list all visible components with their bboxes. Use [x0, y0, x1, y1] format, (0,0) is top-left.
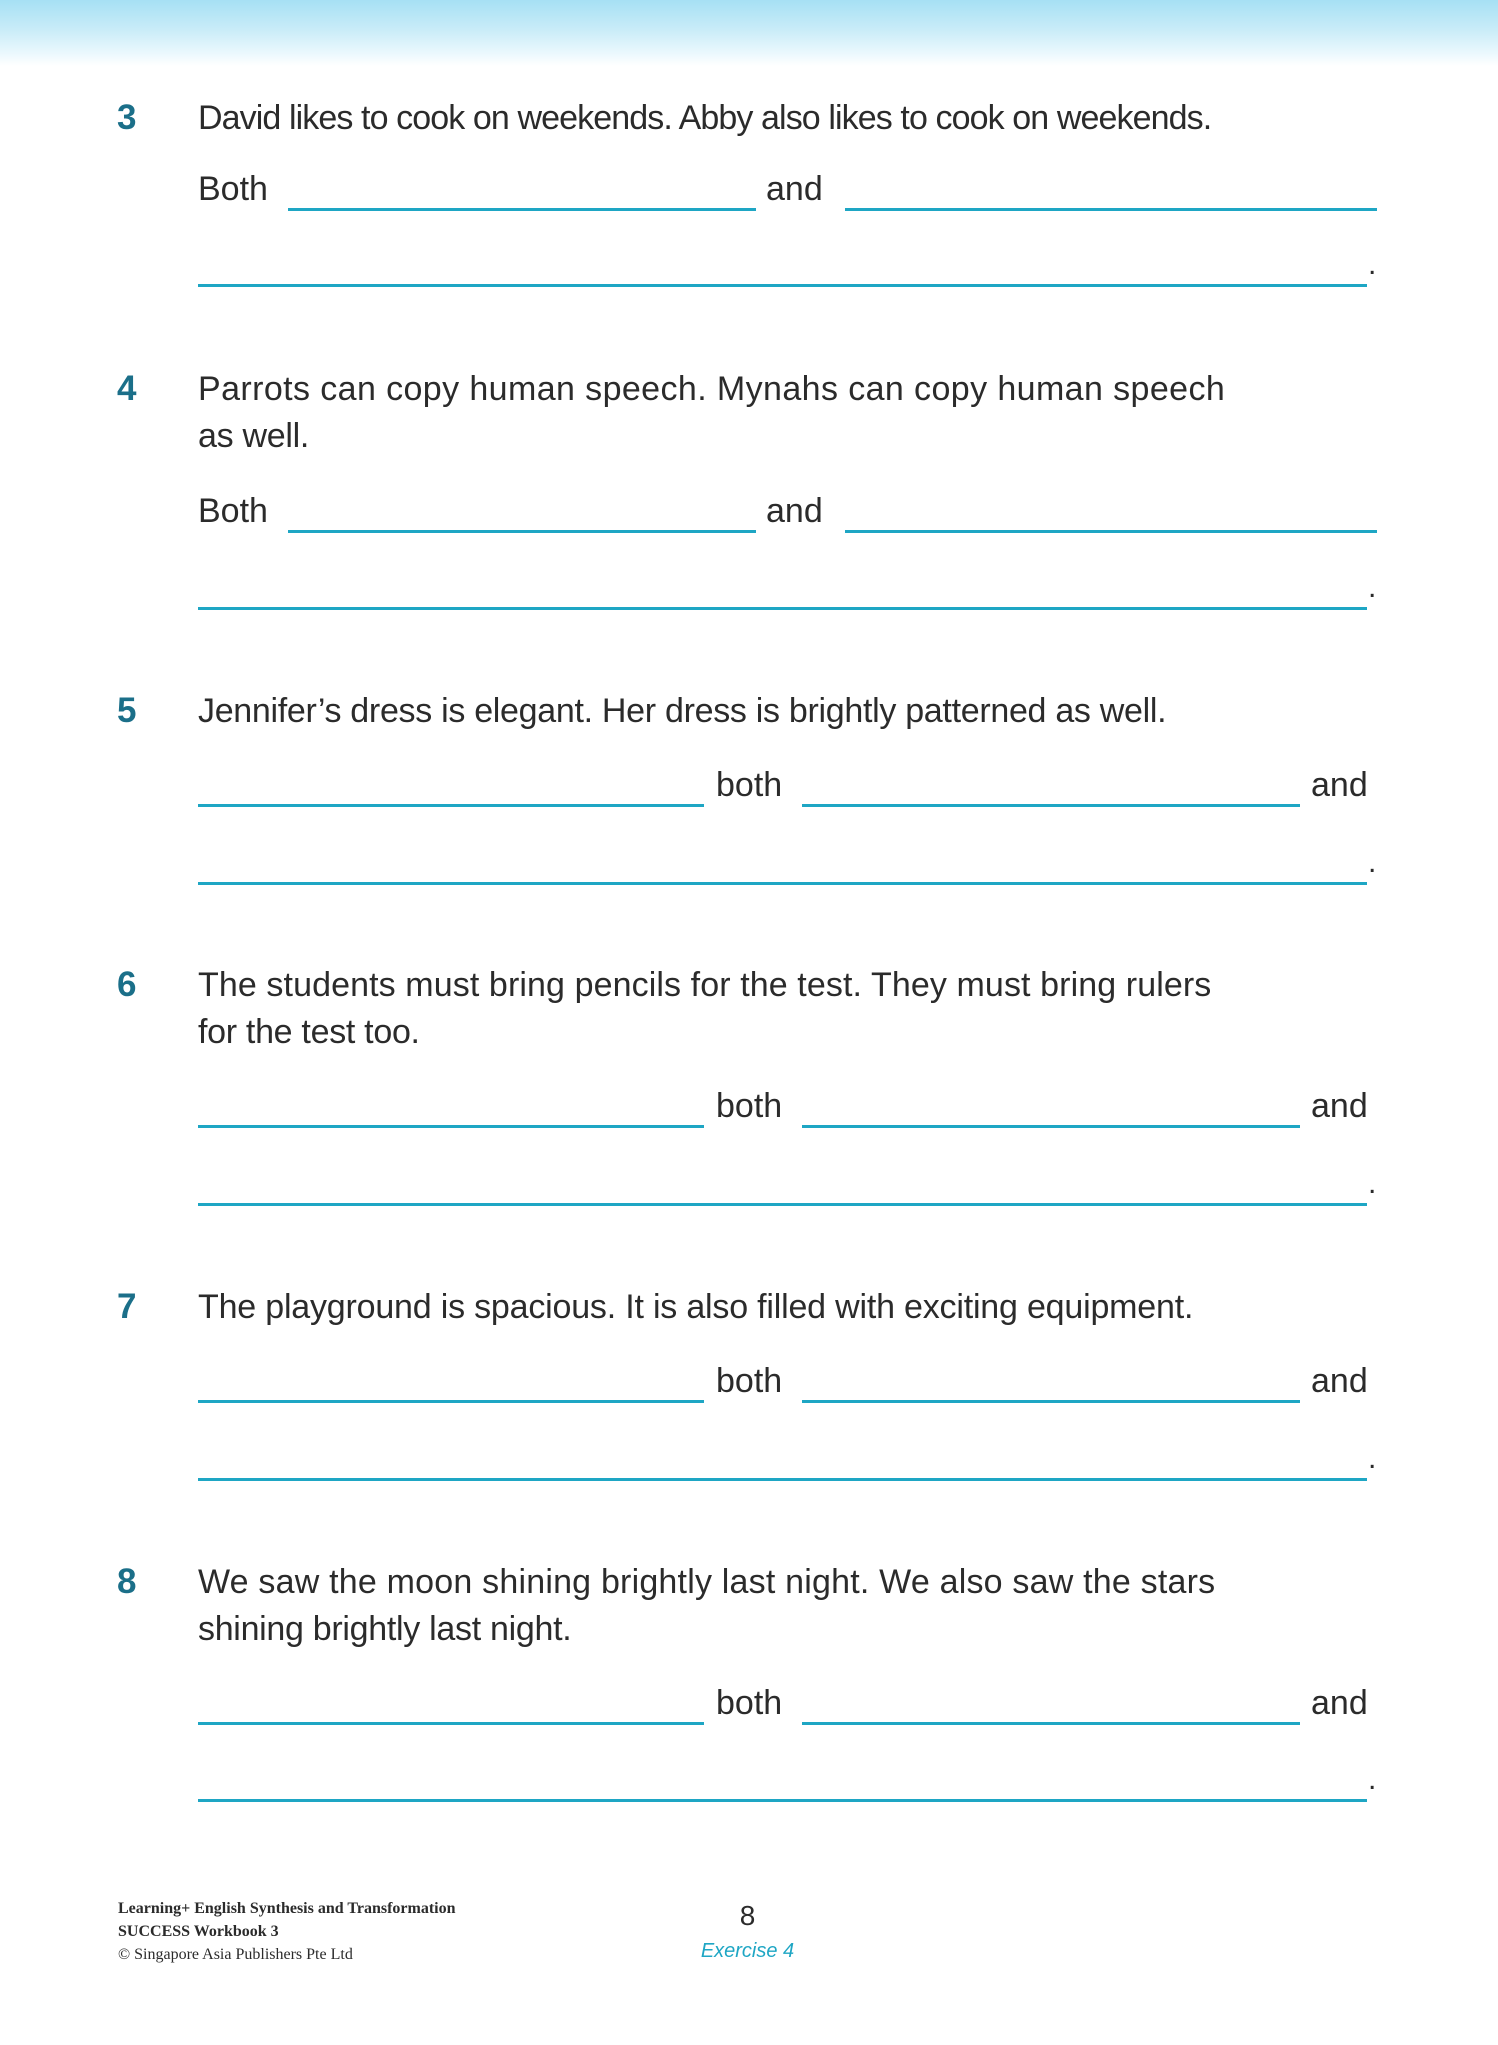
answer-blank[interactable]: [198, 882, 1367, 885]
answer-blank[interactable]: [198, 1203, 1367, 1206]
answer-blank[interactable]: [845, 530, 1377, 533]
question-number: 4: [117, 369, 137, 408]
and-label: and: [1311, 1087, 1368, 1125]
answer-blank[interactable]: [288, 530, 756, 533]
answer-row-4b: [0, 565, 1498, 611]
both-label: Both: [198, 492, 268, 530]
answer-blank[interactable]: [802, 1400, 1300, 1403]
question-text-line2: for the test too.: [198, 1013, 420, 1051]
answer-row-8b: [0, 1757, 1498, 1803]
answer-blank[interactable]: [288, 208, 756, 211]
question-number: 7: [117, 1287, 137, 1326]
period: .: [1368, 1442, 1377, 1475]
answer-blank[interactable]: [802, 1125, 1300, 1128]
question-text-line1: Parrots can copy human speech. Mynahs can copy human speech: [198, 370, 1226, 408]
period: .: [1368, 1167, 1377, 1200]
answer-blank[interactable]: [198, 1400, 704, 1403]
question-text-line2: shining brightly last night.: [198, 1610, 572, 1648]
answer-row-6b: [0, 1161, 1498, 1207]
answer-blank[interactable]: [802, 1722, 1300, 1725]
and-label: and: [1311, 766, 1368, 804]
answer-blank[interactable]: [198, 1478, 1367, 1481]
period: .: [1368, 1763, 1377, 1796]
footer-credits: [118, 1897, 456, 1966]
answer-blank[interactable]: [198, 1799, 1367, 1802]
copyright: © Singapore Asia Publishers Pte Ltd: [118, 1946, 353, 1963]
question-text: Jennifer’s dress is elegant. Her dress is brightly patterned as well.: [198, 692, 1167, 730]
answer-blank[interactable]: [198, 284, 1367, 287]
question-text: David likes to cook on weekends. Abby also likes to cook on weekends.: [198, 99, 1212, 137]
answer-blank[interactable]: [845, 208, 1377, 211]
question-text-line2: as well.: [198, 417, 309, 455]
header-gradient-band: [0, 0, 1498, 66]
answer-blank[interactable]: [198, 1722, 704, 1725]
answer-row-4a: [0, 488, 1498, 534]
answer-blank[interactable]: [198, 607, 1367, 610]
question-text: The playground is spacious. It is also filled with exciting equipment.: [198, 1288, 1194, 1326]
workbook-name: SUCCESS Workbook 3: [118, 1923, 279, 1940]
question-number: 5: [117, 691, 137, 730]
answer-row-5a: [0, 762, 1498, 808]
answer-row-5b: [0, 840, 1498, 886]
answer-blank[interactable]: [198, 1125, 704, 1128]
and-label: and: [766, 170, 823, 208]
period: .: [1368, 571, 1377, 604]
answer-row-3a: [0, 166, 1498, 212]
answer-blank[interactable]: [198, 804, 704, 807]
both-label: Both: [198, 170, 268, 208]
both-label: both: [716, 1684, 783, 1722]
answer-row-7a: [0, 1358, 1498, 1404]
both-label: both: [716, 766, 783, 804]
answer-blank[interactable]: [802, 804, 1300, 807]
question-text-line1: The students must bring pencils for the test. They must bring rulers: [198, 966, 1212, 1004]
both-label: both: [716, 1087, 783, 1125]
both-label: both: [716, 1362, 783, 1400]
and-label: and: [1311, 1684, 1368, 1722]
answer-row-6a: [0, 1083, 1498, 1129]
exercise-label: Exercise 4: [700, 1940, 795, 1962]
answer-row-3b: [0, 242, 1498, 288]
answer-row-7b: [0, 1436, 1498, 1482]
period: .: [1368, 846, 1377, 879]
question-text-line1: We saw the moon shining brightly last night. We also saw the stars: [198, 1563, 1216, 1601]
question-number: 6: [117, 965, 137, 1004]
period: .: [1368, 248, 1377, 281]
page-number: 8: [739, 1900, 756, 1931]
question-number: 8: [117, 1562, 137, 1601]
book-title: Learning+ English Synthesis and Transformation: [118, 1900, 456, 1917]
and-label: and: [1311, 1362, 1368, 1400]
question-number: 3: [117, 98, 137, 137]
and-label: and: [766, 492, 823, 530]
answer-row-8a: [0, 1680, 1498, 1726]
